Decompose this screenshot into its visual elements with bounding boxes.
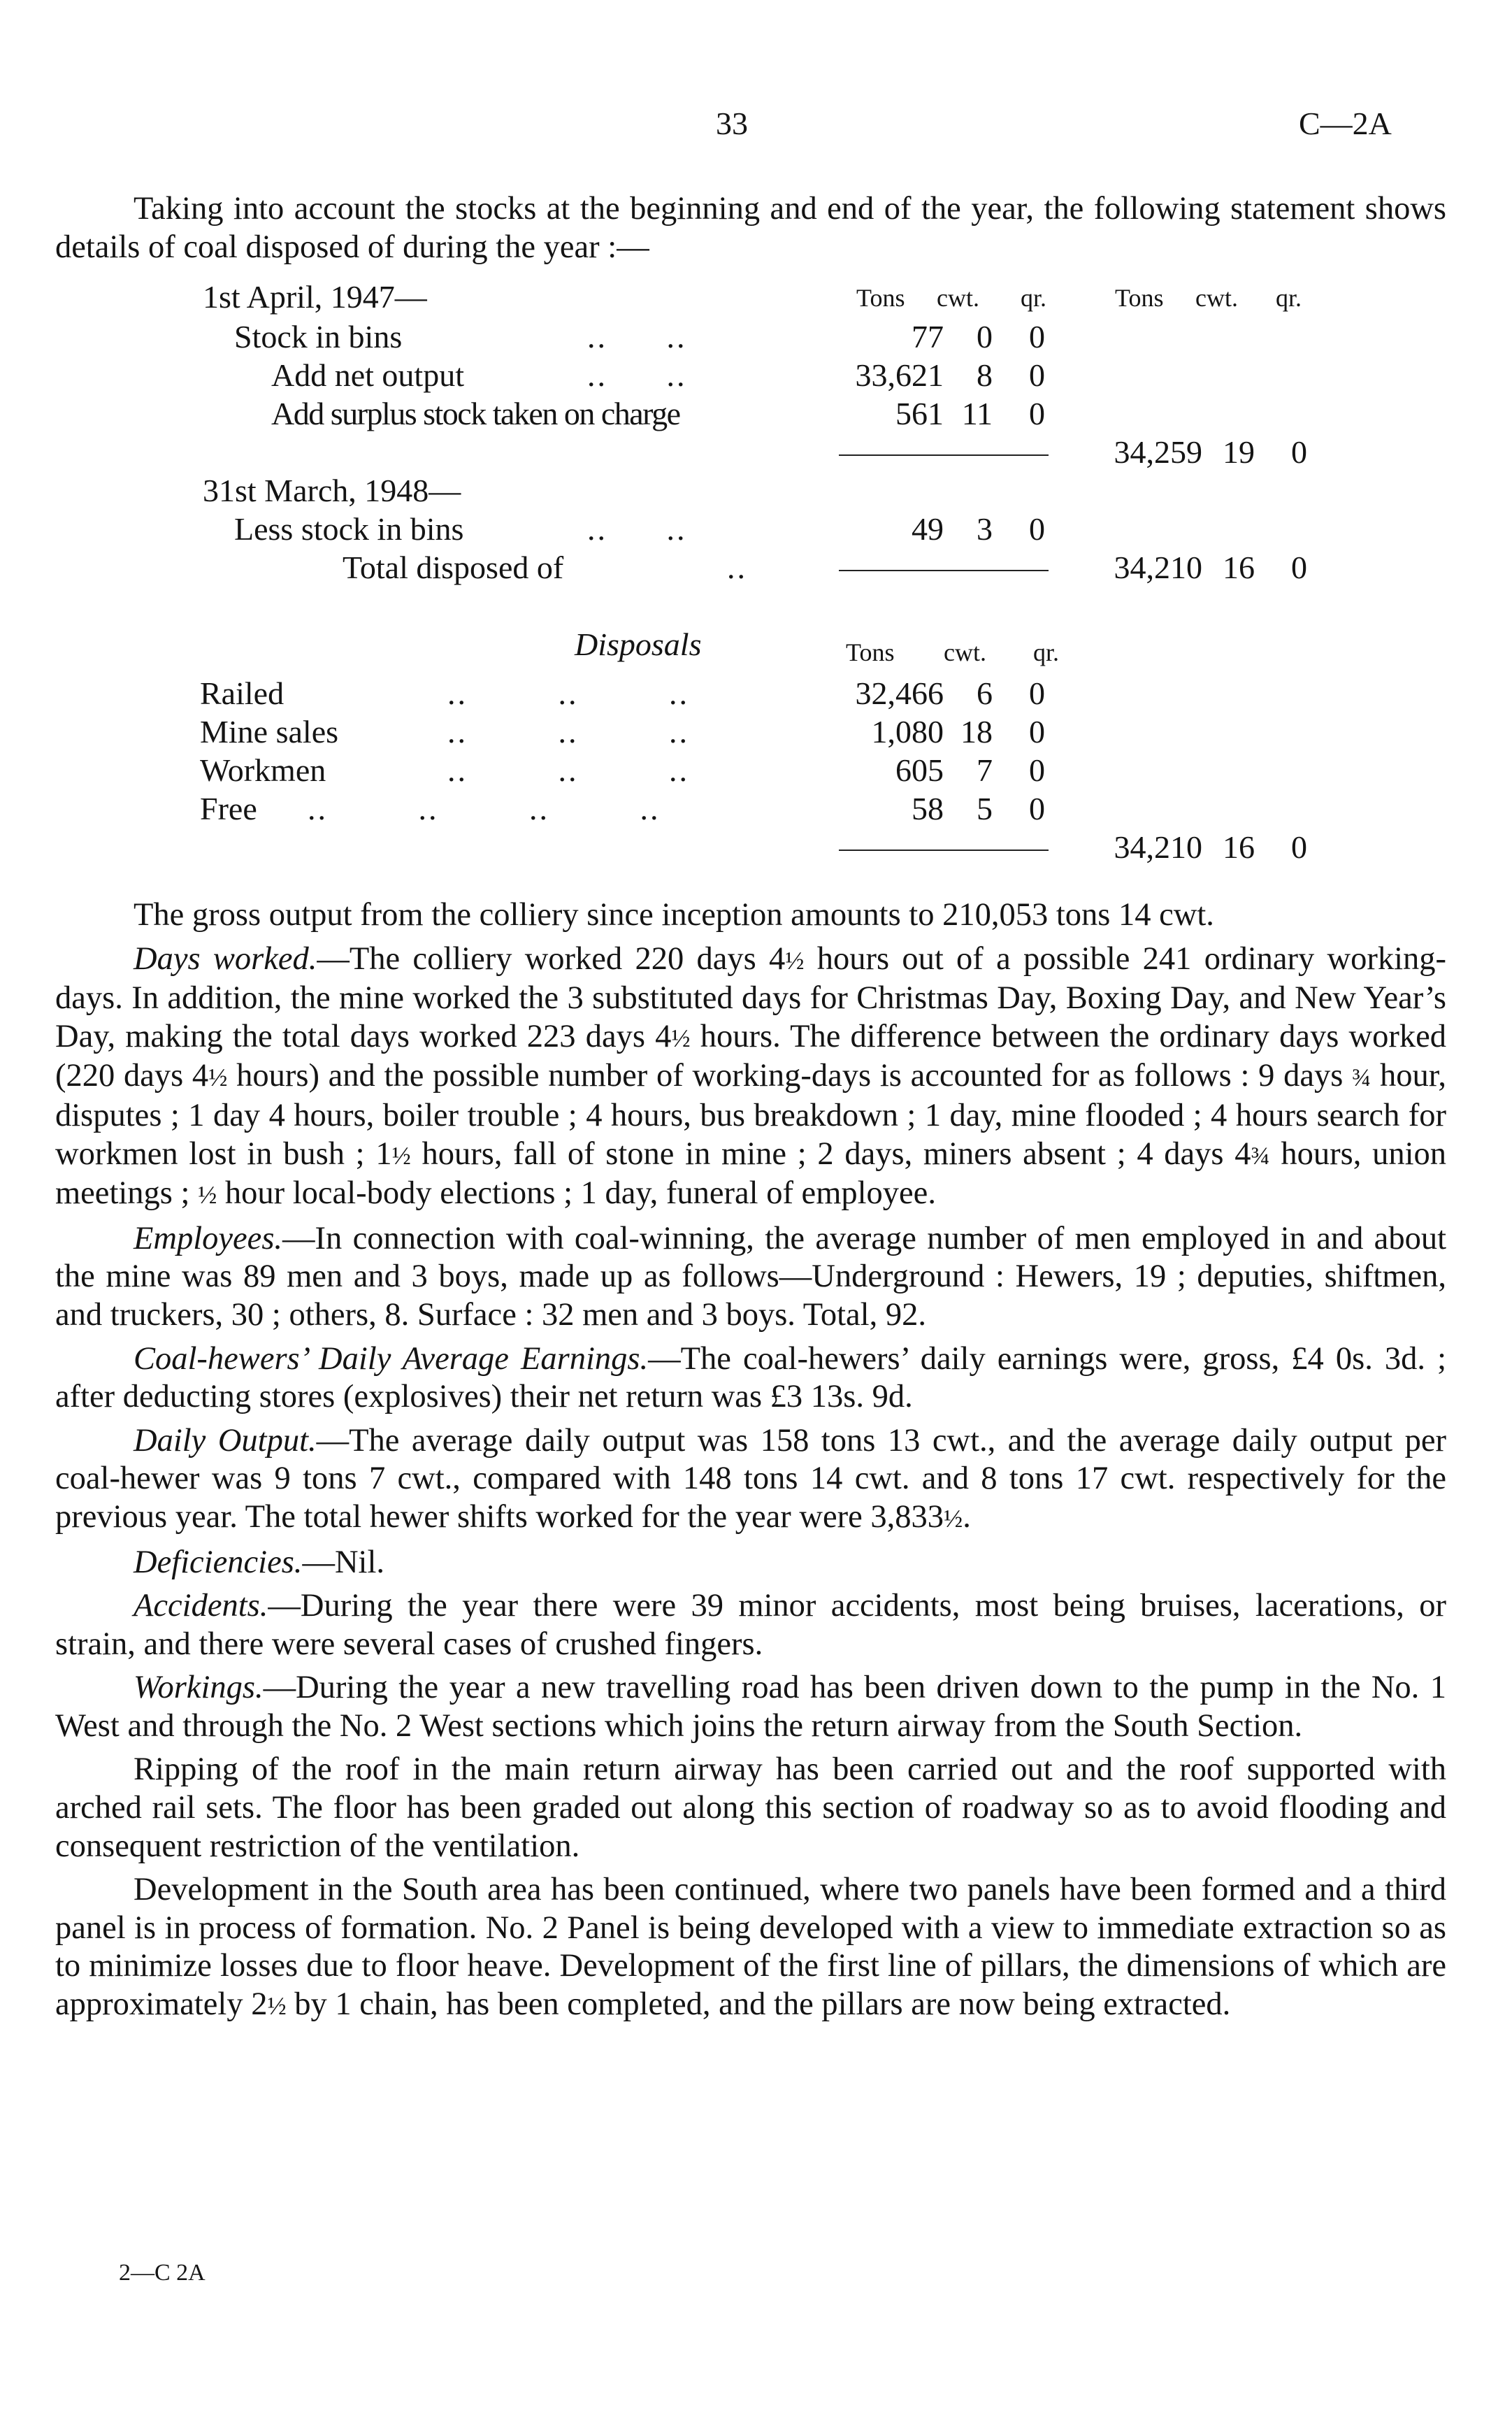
tons-value: 58 <box>912 791 944 826</box>
leader-dots: .. .. .. <box>447 675 689 711</box>
ripping-paragraph: Ripping of the roof in the main return airway has been carried out and the roof supported with arched rail sets. The floor has been graded out along this section of roadway so as to avoid flooding and consequent restriction of the ventilation. <box>55 1751 1446 1864</box>
tons-value: 561 <box>895 396 944 431</box>
accidents-paragraph: Accidents.—During the year there were 39 minor accidents, most being bruises, lacerations, or strain, and there were several cases of crushed fingers. <box>55 1588 1446 1662</box>
footer-code: 2—C 2A <box>119 2260 206 2286</box>
qr-value: 0 <box>1029 714 1045 750</box>
body-text <box>55 896 1446 2026</box>
qr-value: 0 <box>1029 511 1045 547</box>
col-head-qr-2: qr. <box>1276 284 1302 312</box>
tons-value: 77 <box>912 319 944 354</box>
qr-value: 0 <box>1029 791 1045 826</box>
section-title: Deficiencies. <box>134 1544 303 1580</box>
qr-value: 0 <box>1029 396 1045 431</box>
cwt-value: 18 <box>960 714 993 750</box>
disposals-heading: Disposals <box>575 626 702 662</box>
section-title: Days worked. <box>134 940 317 977</box>
section-title: Accidents. <box>134 1588 268 1624</box>
col-head-cwt: cwt. <box>937 284 979 312</box>
section-title: Employees. <box>134 1220 283 1256</box>
tons-value: 32,466 <box>855 675 944 711</box>
section-title: Daily Output. <box>134 1422 317 1459</box>
total-qr: 0 <box>1291 550 1307 585</box>
tons-value: 605 <box>895 752 944 788</box>
table-row-label: Add surplus stock taken on charge <box>271 396 680 431</box>
employees-paragraph: Employees.—In connection with coal-winning, the average number of men employed in and about the mine was 89 men and 3 boys, made up as follows—Underground : Hewers, 19 ; deputies, shiftmen, and truckers, 30 ; others, 8. Surface : 32 men and 3 boys. Total, 92. <box>55 1220 1446 1333</box>
cwt-value: 8 <box>977 357 993 393</box>
days-worked-paragraph: Days worked.—The colliery worked 220 days 4½ hours out of a possible 241 ordinary working-days. In addition, the mine worked the 3 substituted days for Christmas Day, Boxing Day, and New Year’s Day, making the total days worked 223 days 4½ hours. The difference between the ordinary days worked (220 days 4½ hours) and the possible number of working-days is accounted for as follows : 9 days ¾ hour, disputes ; 1 day 4 hours, boiler trouble ; 4 hours, bus breakdown ; 1 day, mine flooded ; 4 hours search for workmen lost in bush ; 1½ hours, fall of stone in mine ; 2 days, miners absent ; 4 days 4¾ hours, union meetings ; ½ hour local-body elections ; 1 day, funeral of employee. <box>55 940 1447 1212</box>
rule-total <box>839 570 1049 571</box>
tons-value: 33,621 <box>855 357 944 393</box>
cwt-value: 3 <box>977 511 993 547</box>
page-number: 33 <box>716 106 748 141</box>
leader-dots: .. .. <box>587 357 687 393</box>
document-code: C—2A <box>1299 106 1392 141</box>
gross-output-paragraph: The gross output from the colliery since inception amounts to 210,053 tons 14 cwt. <box>134 897 1214 933</box>
cwt-value: 7 <box>977 752 993 788</box>
development-paragraph: Development in the South area has been continued, where two panels have been formed and a third panel is in process of formation. No. 2 Panel is being developed with a view to immediate extraction so as to minimize losses due to floor heave. Development of the first line of pillars, the dimensions of which are approximately 2½ by 1 chain, has been completed, and the pillars are now being extracted. <box>55 1872 1446 2023</box>
subtotal-cwt: 19 <box>1223 434 1255 470</box>
leader-dots: .. .. .. .. <box>308 791 661 826</box>
date-close: 31st March, 1948— <box>203 473 461 508</box>
qr-value: 0 <box>1029 319 1045 354</box>
table-row-label: Stock in bins <box>234 319 403 354</box>
date-open: 1st April, 1947— <box>203 279 427 315</box>
table-row-label: Railed <box>200 675 285 711</box>
disposals-total-cwt: 16 <box>1223 829 1255 865</box>
workings-paragraph: Workings.—During the year a new travelling road has been driven down to the pump in the No. 1 West and through the No. 2 West sections which joins the return airway from the South Section. <box>55 1670 1446 1744</box>
col-head-tons: Tons <box>856 284 905 312</box>
cwt-value: 6 <box>977 675 993 711</box>
col-head-tons-2: Tons <box>1115 284 1164 312</box>
total-tons: 34,210 <box>1114 550 1202 585</box>
leader-dots: .. .. .. <box>447 752 689 788</box>
col-head-cwt-2: cwt. <box>1195 284 1238 312</box>
cwt-value: 0 <box>977 319 993 354</box>
table-row-label: Less stock in bins <box>234 511 464 547</box>
leader-dots: .. .. <box>587 511 687 547</box>
earnings-paragraph: Coal-hewers’ Daily Average Earnings.—The coal-hewers’ daily earnings were, gross, £4 0s. 3d. ; after deducting stores (explosives) their net return was £3 13s. 9d. <box>55 1340 1446 1415</box>
qr-value: 0 <box>1029 675 1045 711</box>
col-head-qr: qr. <box>1021 284 1047 312</box>
cwt-value: 11 <box>961 396 993 431</box>
tons-value: 1,080 <box>871 714 944 750</box>
leader-dots: .. .. <box>587 319 687 354</box>
tons-value: 49 <box>912 511 944 547</box>
intro-paragraph: Taking into account the stocks at the beginning and end of the year, the following statement shows details of coal disposed of during the year :— <box>55 191 1446 265</box>
total-cwt: 16 <box>1223 550 1255 585</box>
table-row-label: Free <box>200 791 257 826</box>
deficiencies-paragraph: Deficiencies.—Nil. <box>134 1544 384 1580</box>
col-head-tons: Tons <box>846 638 895 666</box>
leader-dots: .. <box>727 550 747 585</box>
col-head-qr: qr. <box>1033 638 1060 666</box>
disposals-total-tons: 34,210 <box>1114 829 1202 865</box>
col-head-cwt: cwt. <box>944 638 986 666</box>
section-title: Coal-hewers’ Daily Average Earnings. <box>134 1340 649 1377</box>
rule-subtotal <box>839 454 1049 456</box>
rule-disposals <box>839 850 1049 851</box>
qr-value: 0 <box>1029 357 1045 393</box>
section-title: Workings. <box>134 1670 264 1706</box>
daily-output-paragraph: Daily Output.—The average daily output was 158 tons 13 cwt., and the average daily output per coal-hewer was 9 tons 7 cwt., compared with 148 tons 14 cwt. and 8 tons 17 cwt. respectively for the previous year. The total hewer shifts worked for the year were 3,833½. <box>55 1422 1446 1535</box>
table-row-label: Add net output <box>271 357 464 393</box>
qr-value: 0 <box>1029 752 1045 788</box>
leader-dots: .. .. .. <box>447 714 689 750</box>
cwt-value: 5 <box>977 791 993 826</box>
subtotal-tons: 34,259 <box>1114 434 1202 470</box>
subtotal-qr: 0 <box>1291 434 1307 470</box>
disposals-total-qr: 0 <box>1291 829 1307 865</box>
table-row-label: Workmen <box>200 752 326 788</box>
table-row-label: Mine sales <box>200 714 339 750</box>
table-row-label: Total disposed of <box>343 550 564 585</box>
